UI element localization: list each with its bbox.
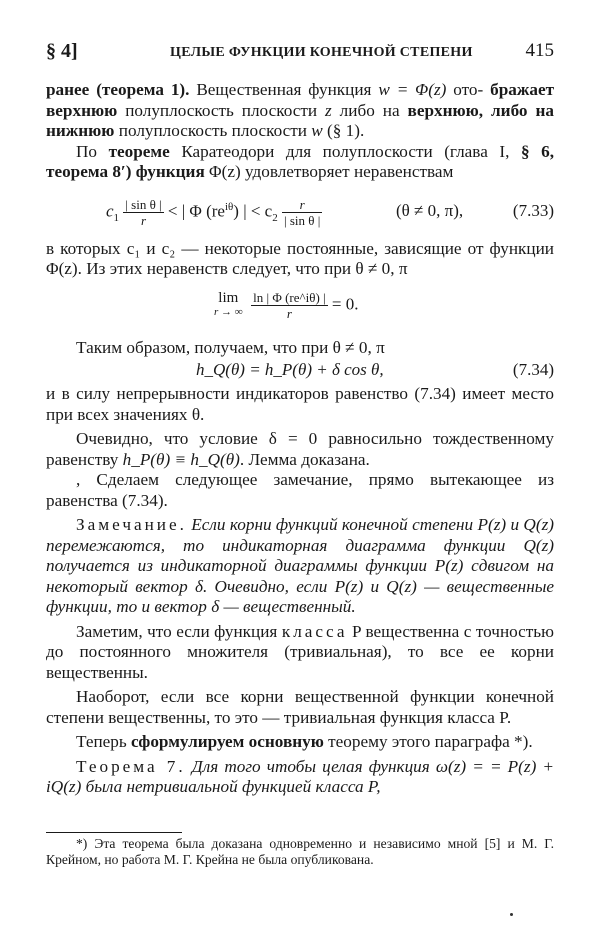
equation-number: (7.33) — [512, 200, 554, 220]
footnote-rule — [46, 832, 182, 833]
formula-condition: (θ ≠ 0, π), — [396, 200, 464, 220]
section-marker: § 4] — [46, 40, 78, 62]
footnote: *) Эта теорема была доказана одновременно и независимо мной [5] и М. Г. Крейном, но работа М. Г. Крейна не была опубликована. — [46, 836, 554, 867]
paragraph-6: Очевидно, что условие δ = 0 равносильно тождественному равенству h_P(θ) ≡ h_Q(θ). Лемма доказана. — [46, 429, 554, 469]
remark-label: Замечание. — [76, 515, 187, 534]
speck — [510, 913, 513, 916]
theorem-7: Теорема 7. Для того чтобы целая функция ω(z) = = P(z) + iQ(z) была нетривиальной функцией класса P, — [46, 756, 554, 796]
chapter-title: ЦЕЛЫЕ ФУНКЦИИ КОНЕЧНОЙ СТЕПЕНИ — [170, 45, 473, 60]
paragraph-10: Теперь сформулируем основную теорему этого параграфа *). — [76, 732, 533, 751]
formula-limit: lim r → ∞ $\frac{\ln | \Phi (re\^{}i\theta) |}{r}$ = 0. — [214, 289, 359, 321]
theorem-label: Теорема 7. — [76, 756, 186, 776]
fraction: $\frac{r}{\text{| sin θ |}}$ — [283, 196, 321, 228]
paragraph-7: , Сделаем следующее замечание, прямо вытекающее из равенства (7.34). — [46, 470, 554, 510]
paragraph-3: в которых c₁ и c₂ — некоторые постоянные, зависящие от функции Φ(z). Из этих неравенств следует, что при θ ≠ 0, π — [46, 238, 554, 278]
fraction: $\frac{\text{| sin θ |}}{r}$ — [125, 196, 162, 228]
page-body — [46, 80, 554, 798]
paragraph-1: ранее (теорема 1). Вещественная функция w = Φ(z) ото- бражает верхнюю полуплоскость плоскости z либо на верхнюю, либо на нижнюю полуплоскость плоскости w (§ 1). — [46, 80, 555, 140]
paragraph-4: Таким образом, получаем, что при θ ≠ 0, π — [76, 337, 385, 357]
running-header — [46, 40, 554, 70]
page-number: 415 — [525, 40, 554, 61]
paragraph-2: По теореме Каратеодори для полуплоскости (глава I, § 6, теорема 8′) функция Φ(z) удовлетворяет неравенствам — [46, 141, 554, 181]
paragraph-5: и в силу непрерывности индикаторов равенство (7.34) имеет место при всех значениях θ. — [46, 384, 554, 424]
fraction: $\frac{\ln | \Phi (re\^{}i\theta) |}{r}$ — [253, 289, 326, 321]
formula-7-33: $c_1$ $\frac{\text{| sin θ |}}{r}$ < | Φ $(re^{i\theta})$ | < $c_2$ $\frac{r}{\text{| sin θ |}}$ (θ ≠ 0, π), (7.33) — [106, 196, 554, 228]
paragraph-9: Наоборот, если все корни вещественной функции конечной степени вещественны, то это — тривиальная функция класса P. — [46, 687, 554, 727]
formula-7-34: h_Q(θ) = h_P(θ) + δ cos θ, (7.34) — [196, 360, 554, 379]
remark: Замечание. Если корни функций конечной степени P(z) и Q(z) перемежаются, то индикаторная диаграмма функции Q(z) получается из индикаторной диаграммы функции P(z) сдвигом на некоторый вектор δ. Очевидно, если P(z) и Q(z) — вещественные функции, то и вектор δ — вещественный. — [46, 515, 554, 616]
equation-number: (7.34) — [512, 360, 554, 379]
paragraph-8: Заметим, что если функция класса P вещественна с точностью до постоянного множителя (тривиальная), то все ее корни вещественны. — [46, 621, 554, 682]
